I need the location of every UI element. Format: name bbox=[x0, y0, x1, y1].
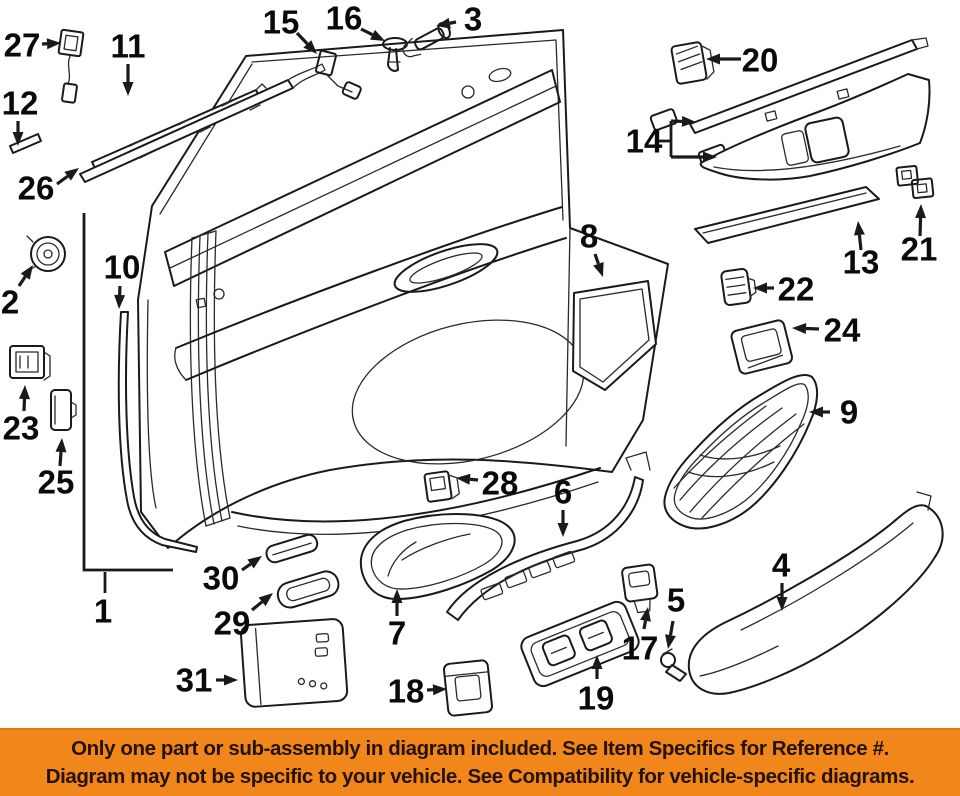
callout-label-12: 12 bbox=[1, 84, 39, 122]
callout-label-6: 6 bbox=[553, 473, 573, 511]
arrowhead-icon bbox=[665, 634, 676, 649]
callout-label-15: 15 bbox=[262, 3, 300, 41]
part-drawing-24 bbox=[730, 319, 793, 375]
arrowhead-icon bbox=[854, 221, 865, 235]
arrowhead-icon bbox=[56, 438, 67, 452]
arrowhead-icon bbox=[792, 323, 806, 334]
callout-label-2: 2 bbox=[0, 283, 20, 321]
callout-5 bbox=[665, 582, 685, 650]
callout-10 bbox=[104, 249, 141, 310]
part-drawing-17 bbox=[622, 564, 660, 614]
callout-label-22: 22 bbox=[777, 270, 815, 308]
callout-label-25: 25 bbox=[37, 463, 75, 501]
callout-label-23: 23 bbox=[2, 409, 40, 447]
callout-label-28: 28 bbox=[481, 464, 519, 502]
callout-label-24: 24 bbox=[823, 311, 861, 349]
part-drawing-29 bbox=[275, 568, 342, 610]
disclaimer-banner bbox=[0, 728, 960, 796]
callout-label-17: 17 bbox=[621, 629, 659, 667]
arrowhead-icon bbox=[114, 295, 125, 309]
callout-label-19: 19 bbox=[577, 679, 615, 717]
callout-18 bbox=[388, 673, 447, 710]
callout-30 bbox=[203, 556, 262, 597]
callout-6 bbox=[554, 474, 572, 538]
callout-label-29: 29 bbox=[213, 604, 251, 642]
callout-label-1: 1 bbox=[93, 592, 113, 630]
callout-label-21: 21 bbox=[900, 230, 938, 268]
callout-22 bbox=[753, 271, 814, 308]
arrowhead-icon bbox=[915, 204, 926, 218]
part-drawing-25 bbox=[51, 390, 76, 430]
callout-label-14: 14 bbox=[625, 122, 663, 160]
arrowhead-icon bbox=[592, 655, 603, 669]
callout-16 bbox=[326, 0, 385, 41]
callout-2 bbox=[1, 265, 33, 321]
part-drawing-21 bbox=[896, 164, 933, 199]
disclaimer-line-1: Only one part or sub-assembly in diagram included. See Item Specifics for Reference #. bbox=[71, 737, 889, 760]
disclaimer-line-2: Diagram may not be specific to your vehicle. See Compatibility for vehicle-specific diagrams. bbox=[45, 765, 915, 788]
callout-label-11: 11 bbox=[110, 27, 146, 65]
callout-25 bbox=[38, 438, 75, 501]
callout-label-4: 4 bbox=[771, 546, 791, 584]
part-drawing-27 bbox=[58, 30, 83, 103]
callout-17 bbox=[622, 607, 659, 667]
callout-28 bbox=[456, 465, 518, 502]
callout-27 bbox=[4, 27, 61, 64]
part-drawing-20 bbox=[671, 40, 715, 84]
callout-label-3: 3 bbox=[463, 0, 483, 38]
callout-26 bbox=[18, 168, 79, 207]
callout-13 bbox=[843, 221, 880, 281]
callout-15 bbox=[263, 4, 317, 55]
part-drawing-28 bbox=[424, 470, 460, 502]
part-drawing-9 bbox=[664, 375, 817, 529]
callout-label-16: 16 bbox=[325, 0, 363, 37]
part-drawing-18 bbox=[443, 660, 492, 716]
callout-label-31: 31 bbox=[175, 661, 213, 699]
arrowhead-icon bbox=[370, 30, 385, 41]
callout-label-10: 10 bbox=[103, 248, 141, 286]
callout-label-7: 7 bbox=[387, 614, 407, 652]
arrowhead-icon bbox=[19, 385, 30, 399]
callout-21 bbox=[901, 204, 938, 268]
callout-23 bbox=[3, 385, 40, 447]
callout-11 bbox=[111, 28, 146, 97]
arrowhead-icon bbox=[706, 54, 720, 65]
callout-label-18: 18 bbox=[387, 672, 425, 710]
callout-20 bbox=[706, 42, 778, 79]
part-drawing-13 bbox=[695, 187, 879, 243]
arrowhead-icon bbox=[224, 675, 238, 686]
callout-label-26: 26 bbox=[17, 169, 55, 207]
part-drawing-22 bbox=[721, 268, 757, 306]
callout-29 bbox=[214, 593, 273, 642]
callout-24 bbox=[792, 312, 861, 349]
callout-label-20: 20 bbox=[741, 41, 779, 79]
callout-label-30: 30 bbox=[202, 559, 240, 597]
callout-label-27: 27 bbox=[3, 26, 41, 64]
arrowhead-icon bbox=[123, 82, 134, 96]
arrowhead-icon bbox=[21, 265, 33, 280]
callout-label-9: 9 bbox=[839, 393, 859, 431]
callout-31 bbox=[176, 662, 238, 699]
arrowhead-icon bbox=[247, 556, 262, 569]
callout-label-13: 13 bbox=[842, 243, 880, 281]
callout-label-5: 5 bbox=[666, 581, 686, 619]
part-drawing-30 bbox=[265, 533, 320, 564]
part-drawing-23 bbox=[10, 346, 50, 380]
callout-label-8: 8 bbox=[579, 217, 599, 255]
part-drawing-5 bbox=[661, 649, 686, 681]
part-drawing-31 bbox=[240, 618, 347, 707]
callout-19 bbox=[578, 655, 615, 717]
arrowhead-icon bbox=[558, 523, 569, 537]
